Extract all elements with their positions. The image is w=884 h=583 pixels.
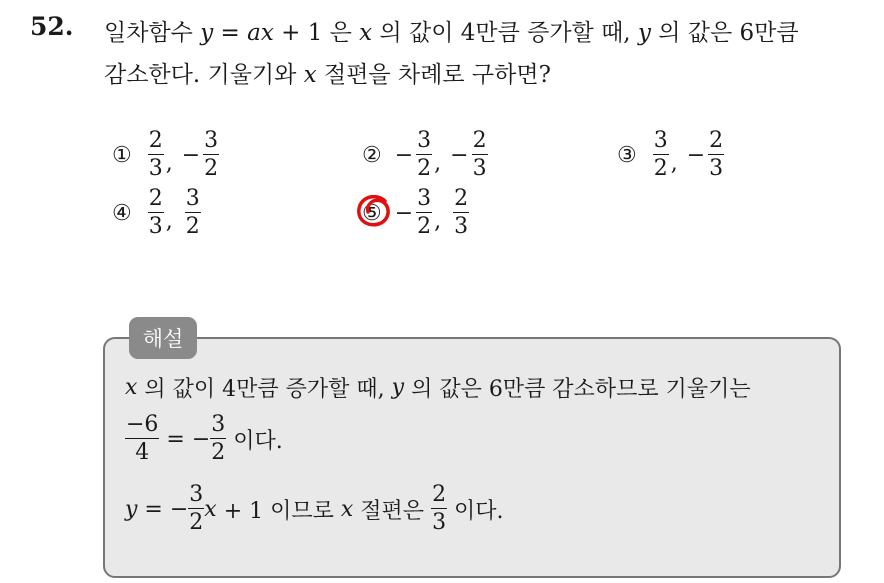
fraction: $\frac{2}{3}$ (454, 186, 469, 239)
choice-1-mark: ① (112, 142, 132, 168)
choice-5[interactable]: ⑤ − $\frac{3}{2}$ , $\frac{2}{3}$ (362, 186, 469, 239)
choice-3[interactable]: ③ $\frac{3}{2}$ , − $\frac{2}{3}$ (617, 128, 724, 181)
fraction: $\frac{3}{2}$ (417, 186, 432, 239)
choice-4-mark: ④ (112, 200, 132, 226)
fraction: $\frac{2}{3}$ (432, 482, 447, 535)
fraction: $\frac{2}{3}$ (148, 128, 163, 181)
solution-line1: x 의 값이 4만큼 증가할 때, y 의 값은 6만큼 감소하므로 기울기는 (125, 375, 751, 402)
choice-2-mark: ② (362, 142, 382, 168)
solution-line3: y = − $\frac{3}{2}$ x + 1 이므로 x 절편은 $\frac{2}{3}$ 이다. (125, 482, 504, 535)
answer-circle-icon (355, 192, 395, 230)
choice-1[interactable]: ① $\frac{2}{3}$ , − $\frac{3}{2}$ (112, 128, 219, 181)
fraction: $\frac{3}{2}$ (204, 128, 219, 181)
fraction: $\frac{3}{2}$ (653, 128, 668, 181)
choice-3-mark: ③ (617, 142, 637, 168)
fraction: $\frac{2}{3}$ (709, 128, 724, 181)
solution-tag: 해설 (129, 317, 197, 359)
choice-5-mark: ⑤ (362, 200, 382, 226)
fraction: $\frac{2}{3}$ (148, 186, 163, 239)
fraction: $\frac{3}{2}$ (417, 128, 432, 181)
question-text-line2: 감소한다. 기울기와 x 절편을 차례로 구하면? (104, 62, 551, 88)
fraction: $\frac{-6}{4}$ (126, 412, 159, 465)
fraction: $\frac{3}{2}$ (211, 412, 226, 465)
choice-4[interactable]: ④ $\frac{2}{3}$ , $\frac{3}{2}$ (112, 186, 200, 239)
fraction: $\frac{3}{2}$ (185, 186, 200, 239)
fraction: $\frac{3}{2}$ (189, 482, 204, 535)
question-number: 52. (30, 12, 74, 41)
solution-line2: $\frac{-6}{4}$ = − $\frac{3}{2}$ 이다. (126, 412, 283, 465)
fraction: $\frac{2}{3}$ (472, 128, 487, 181)
question-text-line1: 일차함수 y = ax + 1 은 x 의 값이 4만큼 증가할 때, y 의 값은 6만큼 (104, 20, 799, 46)
choice-2[interactable]: ② − $\frac{3}{2}$ , − $\frac{2}{3}$ (362, 128, 487, 181)
